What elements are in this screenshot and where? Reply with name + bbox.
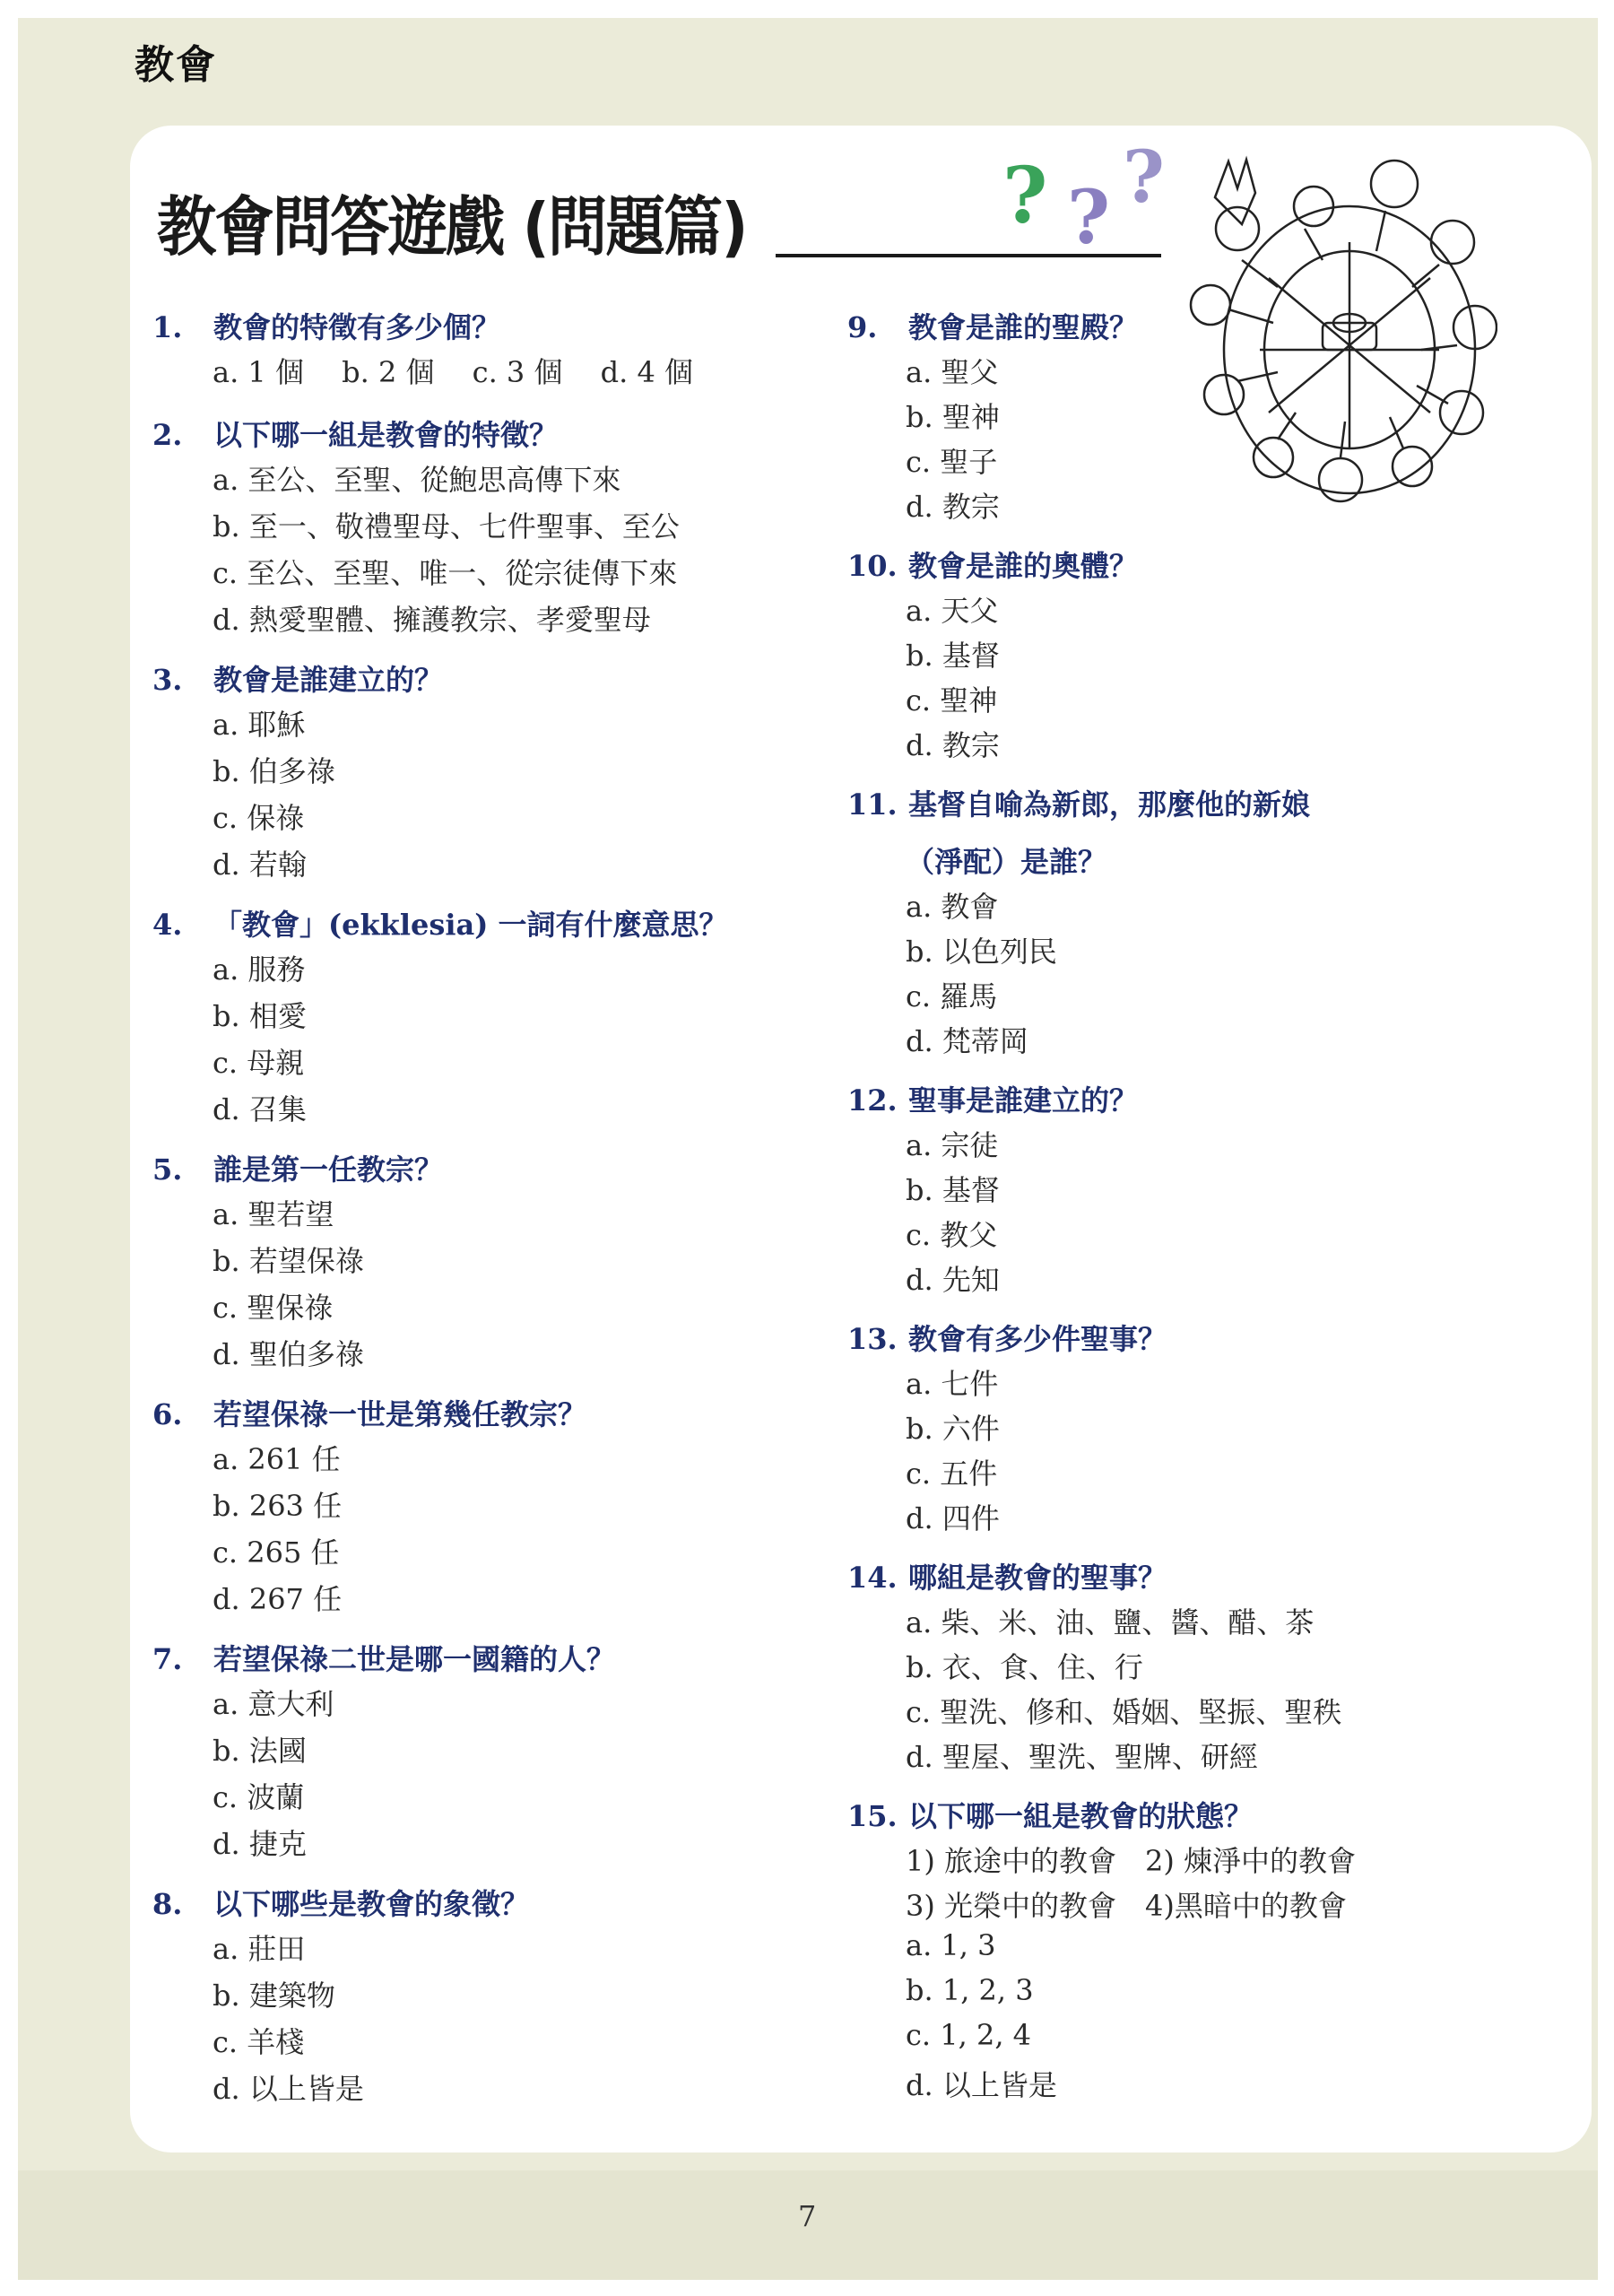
- question-15-statement-1: 1) 旅途中的教會 2) 煉淨中的教會: [906, 1844, 1357, 1878]
- question-mark-icon: ?: [1123, 135, 1165, 219]
- question-12: 12. 聖事是誰建立的？: [847, 1083, 1139, 1118]
- question-14-option-c: c. 聖洗、修和、婚姻、堅振、聖秩: [906, 1695, 1342, 1729]
- question-14-option-d: d. 聖屋、聖洗、聖牌、研經: [906, 1740, 1258, 1774]
- question-4-option-c: c. 母親: [213, 1046, 305, 1080]
- question-12-option-b: b. 基督: [906, 1173, 1000, 1207]
- question-10: 10. 教會是誰的奧體？: [847, 549, 1139, 583]
- question-15-option-d: d. 以上皆是: [906, 2068, 1057, 2102]
- question-9-option-a: a. 聖父: [906, 355, 999, 389]
- question-15-option-b: b. 1, 2, 3: [906, 1973, 1034, 2007]
- question-5-option-c: c. 聖保祿: [213, 1291, 334, 1325]
- question-10-option-c: c. 聖神: [906, 683, 998, 718]
- question-2: 2. 以下哪一組是教會的特徵？: [152, 418, 559, 452]
- question-4: 4. 「教會」(ekklesia) 一詞有什麼意思？: [152, 908, 728, 942]
- question-9-option-d: d. 教宗: [906, 490, 1000, 524]
- question-11-option-a: a. 教會: [906, 890, 999, 924]
- question-2-option-d: d. 熱愛聖體、擁護教宗、孝愛聖母: [213, 603, 651, 637]
- question-3-option-c: c. 保祿: [213, 801, 305, 835]
- question-15-option-a: a. 1, 3: [906, 1928, 996, 1962]
- page-number: 7: [798, 2199, 817, 2233]
- question-7-option-c: c. 波蘭: [213, 1780, 305, 1814]
- question-8-option-a: a. 莊田: [213, 1932, 306, 1966]
- question-11-continued: （淨配）是誰？: [906, 845, 1107, 879]
- question-4-option-b: b. 相愛: [213, 999, 307, 1033]
- title-block: [157, 175, 798, 268]
- question-11: 11. 基督自喻為新郎，那麼他的新娘: [847, 787, 1311, 822]
- question-10-option-b: b. 基督: [906, 639, 1000, 673]
- question-12-option-c: c. 教父: [906, 1218, 998, 1252]
- question-2-option-b: b. 至一、敬禮聖母、七件聖事、至公: [213, 509, 680, 544]
- question-7-option-a: a. 意大利: [213, 1687, 334, 1721]
- question-5-option-b: b. 若望保祿: [213, 1244, 364, 1278]
- question-14-option-a: a. 柴、米、油、鹽、醬、醋、茶: [906, 1605, 1315, 1639]
- question-8-option-c: c. 羊棧: [213, 2025, 305, 2059]
- page-title: 教會問答遊戲 (問題篇): [157, 189, 747, 265]
- question-10-option-a: a. 天父: [906, 594, 999, 628]
- question-9-option-b: b. 聖神: [906, 400, 1000, 434]
- question-11-option-c: c. 羅馬: [906, 979, 998, 1013]
- question-7: 7. 若望保祿二世是哪一國籍的人？: [152, 1642, 616, 1676]
- question-2-option-c: c. 至公、至聖、唯一、從宗徒傳下來: [213, 556, 678, 590]
- question-6: 6. 若望保祿一世是第幾任教宗？: [152, 1397, 587, 1431]
- question-14-option-b: b. 衣、食、住、行: [906, 1650, 1143, 1684]
- question-7-option-d: d. 捷克: [213, 1827, 307, 1861]
- question-13-option-a: a. 七件: [906, 1367, 999, 1401]
- question-13-option-c: c. 五件: [906, 1457, 998, 1491]
- question-3-option-d: d. 若翰: [213, 848, 307, 882]
- question-11-option-b: b. 以色列民: [906, 935, 1057, 969]
- question-6-option-a: a. 261 任: [213, 1442, 341, 1476]
- question-15-statement-2: 3) 光榮中的教會 4)黑暗中的教會: [906, 1889, 1347, 1923]
- question-13-option-d: d. 四件: [906, 1501, 1000, 1535]
- question-7-option-b: b. 法國: [213, 1734, 307, 1768]
- question-9-option-c: c. 聖子: [906, 445, 998, 479]
- question-12-option-a: a. 宗徒: [906, 1128, 999, 1162]
- question-11-option-d: d. 梵蒂岡: [906, 1024, 1028, 1058]
- question-1-options: a. 1 個 b. 2 個 c. 3 個 d. 4 個: [213, 355, 693, 389]
- question-15: 15. 以下哪一組是教會的狀態？: [847, 1799, 1254, 1833]
- question-10-option-d: d. 教宗: [906, 728, 1000, 762]
- church-people-illustration-icon: [1188, 144, 1497, 520]
- question-6-option-b: b. 263 任: [213, 1489, 343, 1523]
- question-3-option-a: a. 耶穌: [213, 708, 306, 742]
- question-6-option-d: d. 267 任: [213, 1582, 343, 1616]
- section-label: 教會: [134, 42, 217, 88]
- question-8-option-b: b. 建築物: [213, 1979, 335, 2013]
- question-4-option-a: a. 服務: [213, 952, 306, 987]
- question-5-option-d: d. 聖伯多祿: [213, 1337, 364, 1371]
- question-1: 1. 教會的特徵有多少個？: [152, 310, 501, 344]
- question-14: 14. 哪組是教會的聖事？: [847, 1561, 1167, 1595]
- question-mark-icon: ?: [1002, 151, 1048, 241]
- question-8: 8. 以下哪些是教會的象徵？: [152, 1887, 530, 1921]
- question-6-option-c: c. 265 任: [213, 1535, 340, 1570]
- question-2-option-a: a. 至公、至聖、從鮑思高傳下來: [213, 463, 621, 497]
- question-12-option-d: d. 先知: [906, 1263, 1000, 1297]
- question-13: 13. 教會有多少件聖事？: [847, 1322, 1167, 1356]
- question-15-option-c: c. 1, 2, 4: [906, 2018, 1032, 2052]
- question-13-option-b: b. 六件: [906, 1412, 1000, 1446]
- question-mark-icon: ?: [1067, 175, 1111, 261]
- question-5-option-a: a. 聖若望: [213, 1197, 334, 1231]
- question-3-option-b: b. 伯多祿: [213, 754, 335, 788]
- question-8-option-d: d. 以上皆是: [213, 2072, 364, 2106]
- question-3: 3. 教會是誰建立的？: [152, 663, 444, 697]
- question-5: 5. 誰是第一任教宗？: [152, 1152, 444, 1187]
- question-4-option-d: d. 召集: [213, 1092, 307, 1126]
- question-9: 9. 教會是誰的聖殿？: [847, 310, 1139, 344]
